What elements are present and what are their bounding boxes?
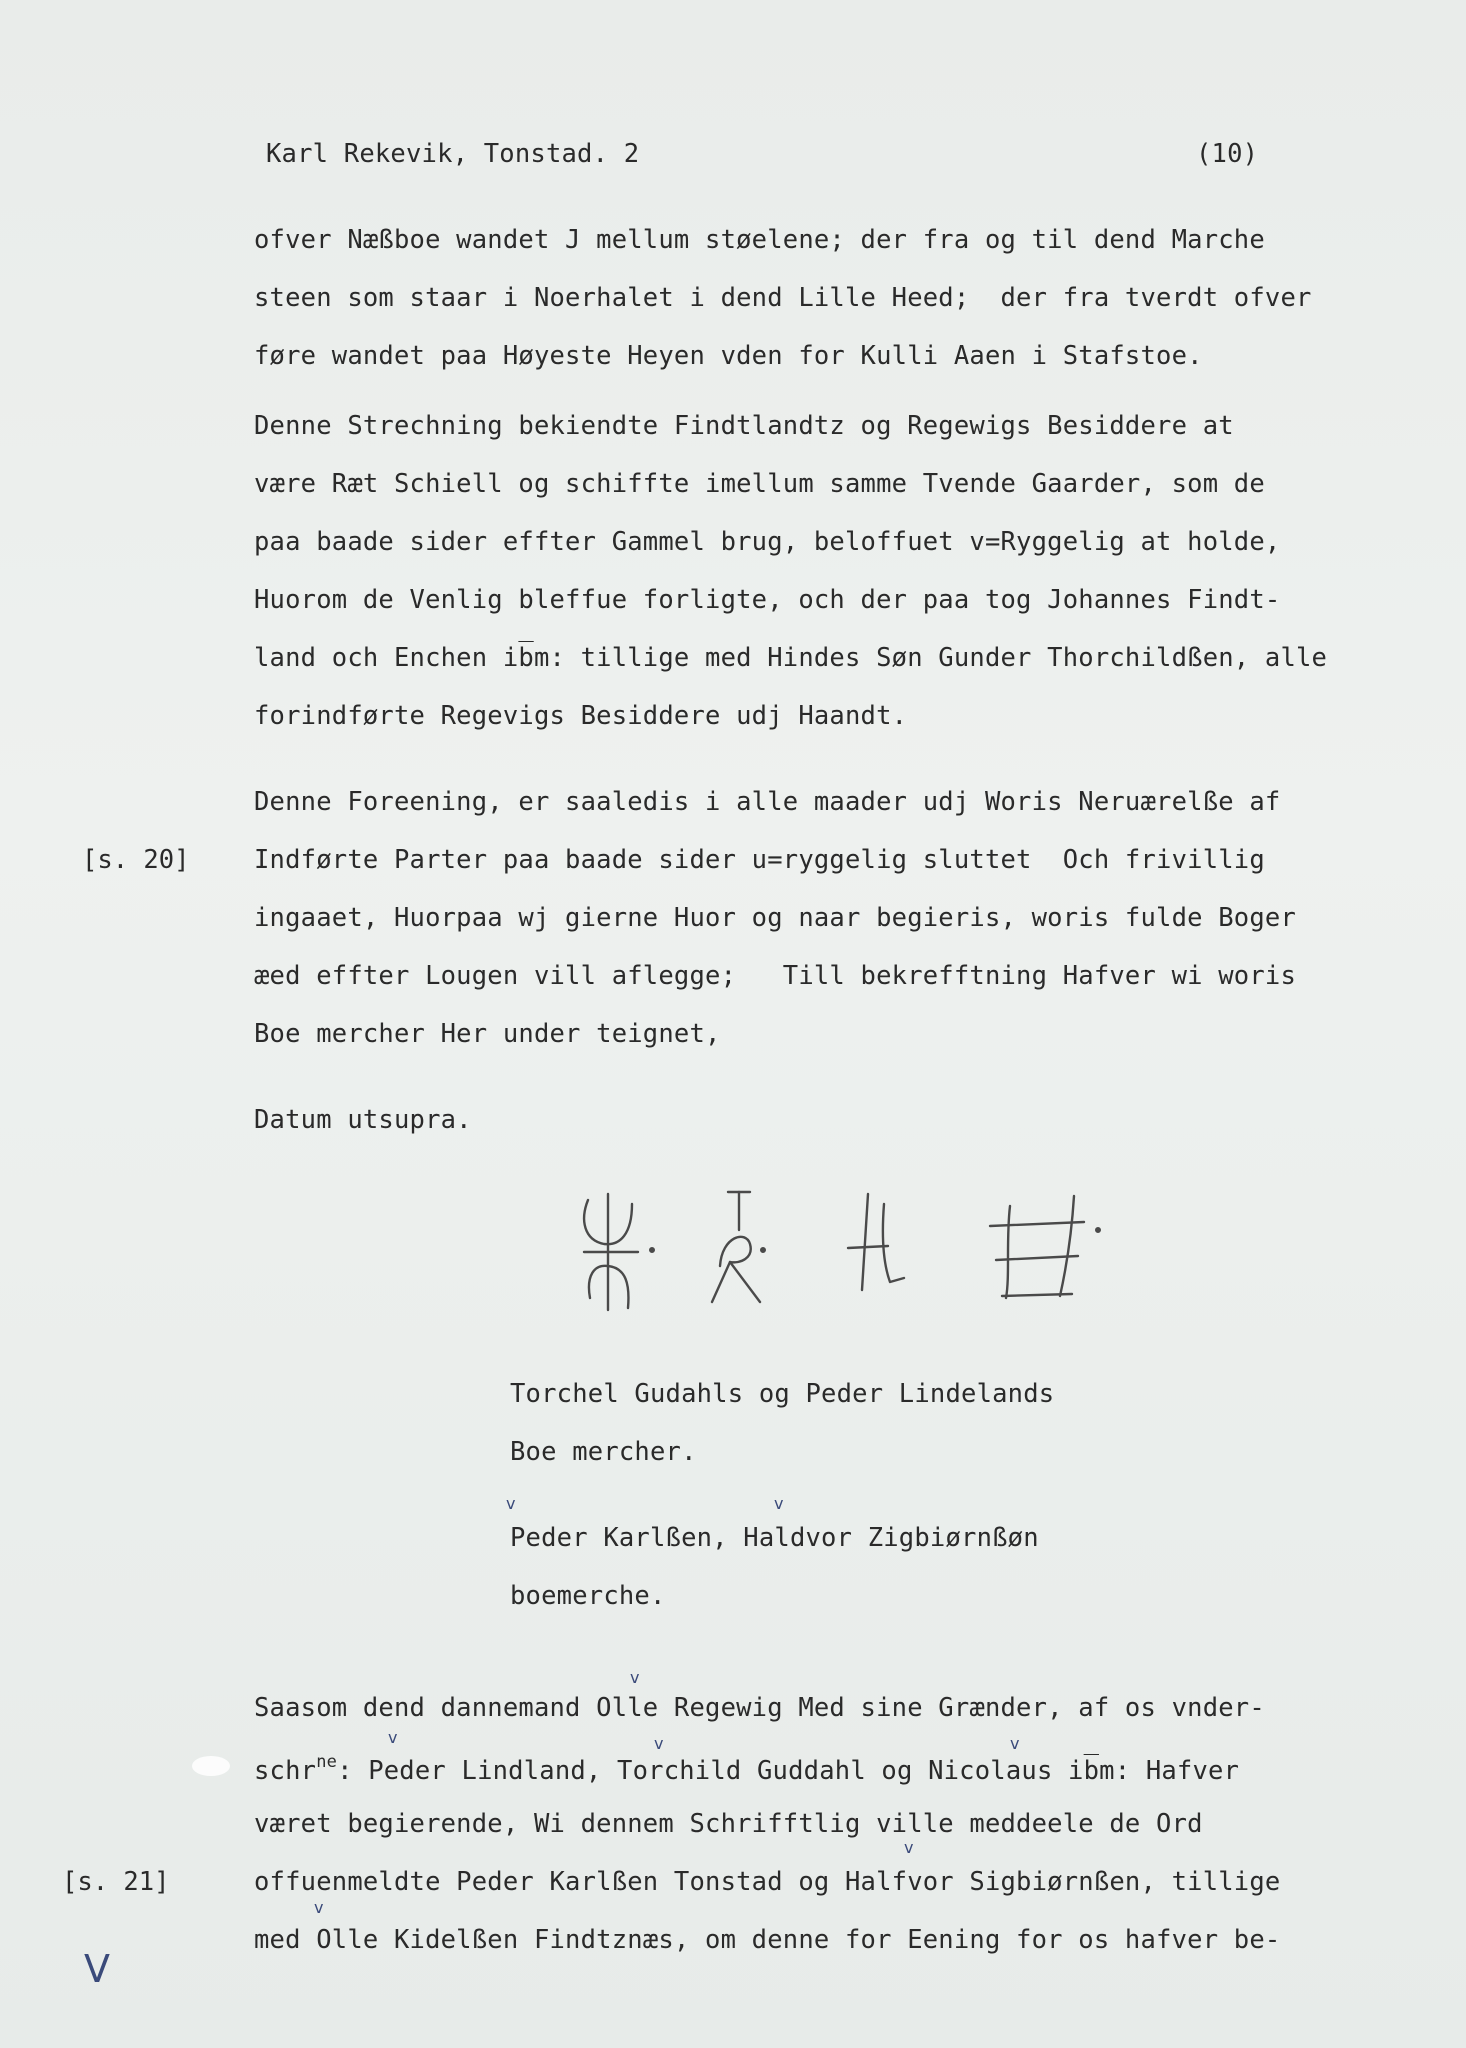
text-line: boemerche. bbox=[510, 1581, 666, 1611]
text-line: føre wandet paa Høyeste Heyen vden for Kulli Aaen i Stafstoe. bbox=[254, 341, 1203, 371]
text-line: Boe mercher Her under teignet, bbox=[254, 1019, 721, 1049]
text-line: Datum utsupra. bbox=[254, 1105, 472, 1135]
check-mark-icon: v bbox=[654, 1734, 664, 1753]
text-line: være Ræt Schiell og schiffte imellum samme Tvende Gaarder, som de bbox=[254, 469, 1265, 499]
margin-check-mark: V bbox=[84, 1947, 110, 1991]
text-line: Boe mercher. bbox=[510, 1437, 697, 1467]
text-line: Huorom de Venlig bleffue forligte, och der paa tog Johannes Findt- bbox=[254, 585, 1281, 615]
page-number: (10) bbox=[1196, 139, 1259, 169]
check-mark-icon: v bbox=[1010, 1734, 1020, 1753]
text-line: Saasom dend dannemand Olle Regewig Med sine Grænder, af os vnder- bbox=[254, 1693, 1265, 1723]
paper-blot bbox=[192, 1756, 230, 1776]
text-line: Indførte Parter paa baade sider u=ryggelig sluttet Och frivillig bbox=[254, 845, 1265, 875]
text-line: æed effter Lougen vill aflegge; Till bekrefftning Hafver wi woris bbox=[254, 961, 1297, 991]
text-line: ingaaet, Huorpaa wj gierne Huor og naar begieris, woris fulde Boger bbox=[254, 903, 1297, 933]
page-header-title: Karl Rekevik, Tonstad. 2 bbox=[266, 139, 640, 169]
text-line: Peder Karlßen, Haldvor Zigbiørnßøn bbox=[510, 1523, 1039, 1553]
margin-note-s21: [s. 21] bbox=[62, 1867, 170, 1897]
text-line: Denne Foreening, er saaledis i alle maader udj Woris Neruærelße af bbox=[254, 787, 1281, 817]
text-line: steen som staar i Noerhalet i dend Lille Heed; der fra tverdt ofver bbox=[254, 283, 1312, 313]
text-line: paa baade sider effter Gammel brug, beloffuet v=Ryggelig at holde, bbox=[254, 527, 1281, 557]
house-mark-1 bbox=[584, 1194, 654, 1310]
text-line: land och Enchen ib̅m: tillige med Hindes Søn Gunder Thorchildßen, alle bbox=[254, 643, 1328, 673]
text-line: Torchel Gudahls og Peder Lindelands bbox=[510, 1379, 1055, 1409]
house-marks-signatures bbox=[570, 1180, 1110, 1320]
text-line-rest: : Peder Lindland, Torchild Guddahl og Nicolaus ib̅m: Hafver bbox=[337, 1756, 1240, 1786]
check-mark-icon: v bbox=[630, 1668, 640, 1687]
house-mark-3 bbox=[848, 1194, 904, 1290]
check-mark-icon: v bbox=[774, 1494, 784, 1513]
superscript-ne: ne bbox=[316, 1752, 338, 1772]
text-line: været begierende, Wi dennem Schrifftlig ville meddeele de Ord bbox=[254, 1809, 1203, 1839]
check-mark-icon: v bbox=[388, 1728, 398, 1747]
margin-note-s20: [s. 20] bbox=[82, 845, 190, 875]
check-mark-icon: v bbox=[314, 1898, 324, 1917]
check-mark-icon: v bbox=[506, 1494, 516, 1513]
text-line: med Olle Kidelßen Findtznæs, om denne for Eening for os hafver be- bbox=[254, 1925, 1281, 1955]
text-line: Denne Strechning bekiendte Findtlandtz og Regewigs Besiddere at bbox=[254, 411, 1234, 441]
text-line bbox=[254, 1754, 1239, 1785]
house-mark-2 bbox=[712, 1192, 765, 1302]
house-mark-4 bbox=[990, 1196, 1100, 1298]
abbrev-schr: schr bbox=[254, 1756, 317, 1786]
check-mark-icon: v bbox=[904, 1838, 914, 1857]
text-line: offuenmeldte Peder Karlßen Tonstad og Halfvor Sigbiørnßen, tillige bbox=[254, 1867, 1281, 1897]
text-line: forindførte Regevigs Besiddere udj Haandt. bbox=[254, 701, 908, 731]
text-line: ofver Næßboe wandet J mellum støelene; der fra og til dend Marche bbox=[254, 225, 1265, 255]
